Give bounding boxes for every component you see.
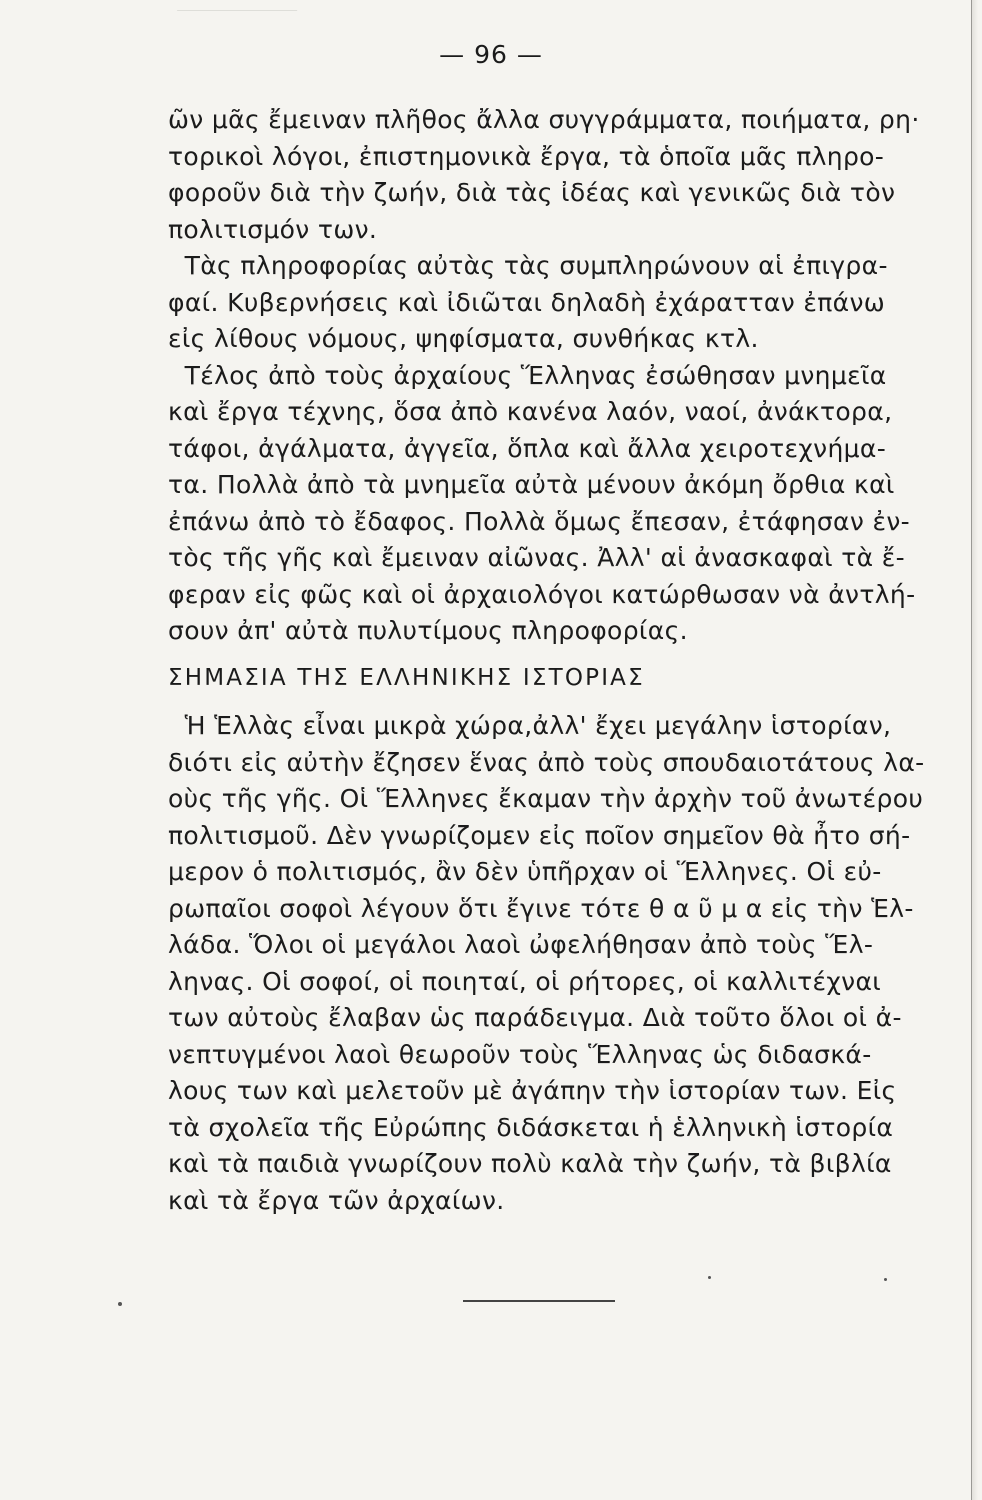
text-line: διότι εἰς αὐτὴν ἔζησεν ἕνας ἀπὸ τοὺς σπουδαιοτάτους λα- (168, 747, 925, 777)
text-line: τα. Πολλὰ ἀπὸ τὰ μνημεῖα αὐτὰ μένουν ἀκόμη ὄρθια καὶ (168, 470, 895, 499)
text-line: μερον ὁ πολιτισμός, ἂν δὲν ὑπῆρχαν οἱ Ἕλληνες. Οἱ εὐ- (168, 857, 882, 886)
text-line: ρωπαῖοι σοφοὶ λέγουν ὅτι ἔγινε τότε θ α ῦ μ α εἰς τὴν Ἑλ- (168, 893, 914, 923)
text-line: τὰ σχολεῖα τῆς Εὐρώπης διδάσκεται ἡ ἑλληνικὴ ἱστορία (168, 1112, 894, 1142)
text-line: τὸς τῆς γῆς καὶ ἔμειναν αἰῶνας. Ἀλλ' αἱ ἀνασκαφαὶ τὰ ἔ- (168, 543, 906, 572)
text-line: ῶν μᾶς ἔμειναν πλῆθος ἄλλα συγγράμματα, ποιήματα, ρη· (168, 105, 920, 134)
scan-speck (118, 1302, 122, 1306)
text-line: καὶ ἔργα τέχνης, ὅσα ἀπὸ κανένα λαόν, ναοί, ἀνάκτορα, (168, 397, 893, 426)
body-text (168, 102, 958, 1219)
text-line: Τὰς πληροφορίας αὐτὰς τὰς συμπληρώνουν αἱ ἐπιγρα- (168, 251, 888, 280)
text-line: νεπτυγμένοι λαοὶ θεωροῦν τοὺς Ἕλληνας ὡς διδασκά- (168, 1039, 872, 1069)
text-line: Ἡ Ἑλλὰς εἶναι μικρὰ χώρα,ἀλλ' ἔχει μεγάλην ἱστορίαν, (168, 711, 892, 740)
text-line: εἰς λίθους νόμους, ψηφίσματα, συνθήκας κτλ. (168, 324, 759, 353)
text-line: οὺς τῆς γῆς. Οἱ Ἕλληνες ἔκαμαν τὴν ἀρχὴν τοῦ ἀνωτέρου (168, 784, 924, 813)
text-line: λάδα. Ὅλοι οἱ μεγάλοι λαοὶ ὠφελήθησαν ἀπὸ τοὺς Ἕλ- (168, 930, 874, 959)
page-number: — 96 — (439, 40, 543, 69)
text-line: τάφοι, ἀγάλματα, ἀγγεῖα, ὅπλα καὶ ἄλλα χειροτεχνήμα- (168, 433, 887, 463)
text-line: πολιτισμοῦ. Δὲν γνωρίζομεν εἰς ποῖον σημεῖον θὰ ἦτο σή- (168, 820, 911, 850)
text-line: σουν ἀπ' αὐτὰ πυλυτίμους πληροφορίας. (168, 616, 688, 645)
text-line: καὶ τὰ ἔργα τῶν ἀρχαίων. (168, 1185, 505, 1215)
text-line: Τέλος ἀπὸ τοὺς ἀρχαίους Ἕλληνας ἐσώθησαν μνημεῖα (168, 360, 887, 390)
scan-speck (884, 1278, 887, 1281)
text-line: ληνας. Οἱ σοφοί, οἱ ποιηταί, οἱ ρήτορες, οἱ καλλιτέχναι (168, 966, 882, 996)
text-line: των αὐτοὺς ἔλαβαν ὡς παράδειγμα. Διὰ τοῦτο ὅλοι οἱ ἀ- (168, 1003, 902, 1032)
text-line: καὶ τὰ παιδιὰ γνωρίζουν πολὺ καλὰ τὴν ζωήν, τὰ βιβλία (168, 1149, 892, 1178)
end-rule (463, 1300, 615, 1302)
text-line: λους των καὶ μελετοῦν μὲ ἀγάπην τὴν ἱστορίαν των. Εἰς (168, 1076, 897, 1105)
text-line: φαί. Κυβερνήσεις καὶ ἰδιῶται δηλαδὴ ἐχάρατταν ἐπάνω (168, 287, 886, 317)
text-line: πολιτισμόν των. (168, 214, 378, 244)
page-edge (971, 0, 978, 1500)
text-line: φεραν εἰς φῶς καὶ οἱ ἀρχαιολόγοι κατώρθωσαν νὰ ἀντλή- (168, 579, 916, 609)
text-line: τορικοὶ λόγοι, ἐπιστημονικὰ ἔργα, τὰ ὁποῖα μᾶς πληρο- (168, 141, 885, 171)
text-line: φοροῦν διὰ τὴν ζωήν, διὰ τὰς ἰδέας καὶ γενικῶς διὰ τὸν (168, 178, 896, 207)
section-heading: ΣΗΜΑΣΙΑ ΤΗΣ ΕΛΛΗΝΙΚΗΣ ΙΣΤΟΡΙΑΣ (168, 664, 645, 691)
scan-smudge (177, 0, 303, 11)
scan-speck (708, 1276, 711, 1279)
text-line: ἐπάνω ἀπὸ τὸ ἔδαφος. Πολλὰ ὅμως ἔπεσαν, ἐτάφησαν ἐν- (168, 506, 911, 536)
